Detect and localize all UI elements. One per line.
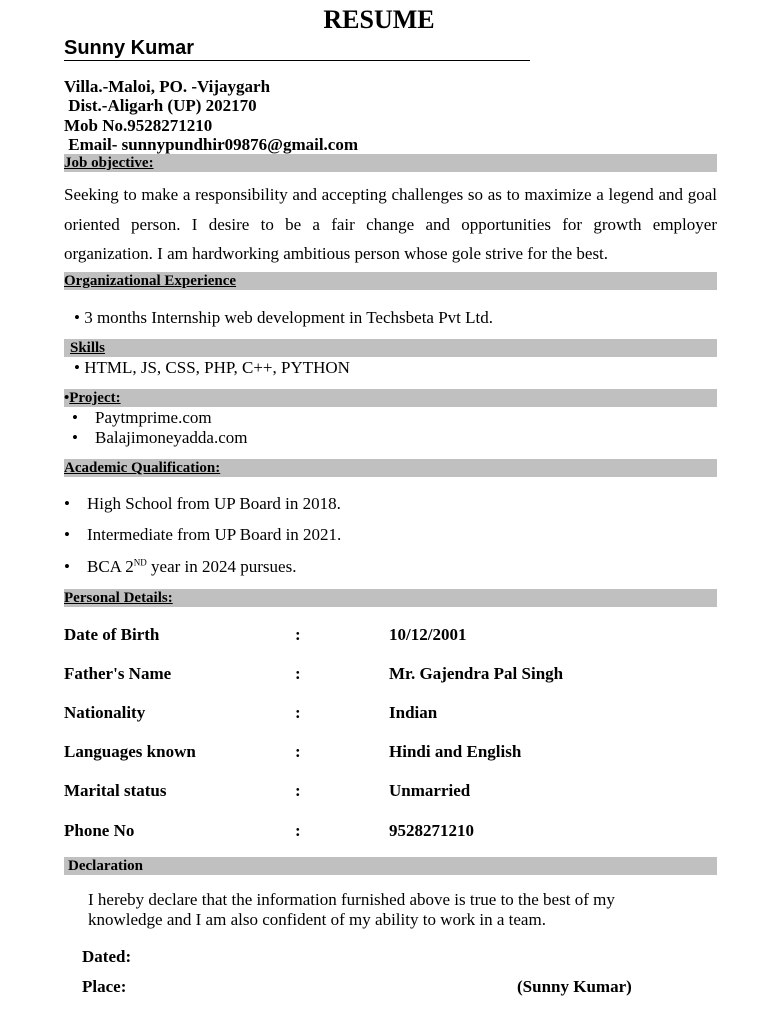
personal-label-marital: Marital status: [64, 781, 167, 800]
personal-colon: :: [295, 742, 301, 761]
personal-value-languages: Hindi and English: [389, 742, 522, 761]
section-band-skills: [64, 339, 717, 357]
heading-skills: Skills: [70, 340, 106, 356]
academic-item: [64, 525, 341, 545]
personal-label-father: Father's Name: [64, 664, 172, 683]
skills-item-text: HTML, JS, CSS, PHP, C++, PYTHON: [84, 358, 350, 377]
academic-item-text: Intermediate from UP Board in 2021.: [87, 525, 342, 544]
bullet-icon: •: [74, 358, 80, 377]
email-address: Email- sunnypundhir09876@gmail.com: [64, 135, 359, 154]
personal-value-marital: Unmarried: [389, 781, 471, 800]
academic-item-text: BCA 2ND year in 2024 pursues.: [87, 557, 297, 576]
personal-colon: :: [295, 664, 301, 683]
personal-value-father: Mr. Gajendra Pal Singh: [389, 664, 564, 683]
job-objective-text: Seeking to make a responsibility and accepting challenges so as to maximize a legend and goal oriented person. I desire to be a fair change and opportunities for growth employer organization. I am hardworking ambitious person whose gole strive for the best.: [64, 185, 717, 263]
bullet-icon: •: [72, 428, 78, 447]
candidate-name: Sunny Kumar: [64, 36, 530, 61]
project-item-text: Paytmprime.com: [95, 408, 212, 427]
personal-colon: :: [295, 821, 301, 840]
heading-declaration: Declaration: [68, 858, 143, 874]
personal-label-languages: Languages known: [64, 742, 196, 761]
address-line-1: Villa.-Maloi, PO. -Vijaygarh: [64, 77, 271, 96]
section-band-declaration: [64, 857, 717, 875]
signature-name: (Sunny Kumar): [517, 977, 632, 996]
bullet-icon: •: [64, 390, 70, 406]
personal-colon: :: [295, 703, 301, 722]
bullet-icon: •: [74, 308, 80, 327]
declaration-text: I hereby declare that the information furnished above is true to the best of my knowledge and I am also confident of my ability to work in a team.: [88, 890, 615, 929]
mobile-number: Mob No.9528271210: [64, 116, 213, 135]
heading-project: [64, 389, 121, 407]
project-item: [72, 428, 247, 448]
section-band-project: [64, 389, 717, 407]
personal-colon: :: [295, 781, 301, 800]
experience-item: [74, 308, 493, 328]
experience-item-text: 3 months Internship web development in Techsbeta Pvt Ltd.: [84, 308, 493, 327]
personal-value-dob: 10/12/2001: [389, 625, 467, 644]
personal-label-nationality: Nationality: [64, 703, 146, 722]
section-band-job-objective: [64, 154, 717, 172]
bullet-icon: •: [72, 408, 78, 427]
skills-item: [74, 358, 350, 378]
place-label: Place:: [82, 977, 127, 996]
project-item-text: Balajimoneyadda.com: [95, 428, 248, 447]
section-band-personal: [64, 589, 717, 607]
personal-colon: :: [295, 625, 301, 644]
resume-title: RESUME: [323, 5, 435, 34]
heading-experience: Organizational Experience: [64, 273, 237, 289]
section-band-experience: [64, 272, 717, 290]
academic-item: [64, 494, 341, 514]
heading-academic: Academic Qualification:: [64, 460, 221, 476]
heading-job-objective: Job objective:: [64, 155, 154, 171]
dated-label: Dated:: [82, 947, 132, 966]
heading-project-label: Project:: [69, 390, 121, 406]
bullet-icon: •: [64, 494, 70, 513]
address-line-2: Dist.-Aligarh (UP) 202170: [64, 96, 257, 115]
project-item: [72, 408, 212, 428]
academic-item-text: High School from UP Board in 2018.: [87, 494, 341, 513]
ordinal-suffix: ND: [133, 557, 147, 568]
section-band-academic: [64, 459, 717, 477]
personal-value-phone: 9528271210: [389, 821, 474, 840]
bullet-icon: •: [64, 557, 70, 576]
personal-value-nationality: Indian: [389, 703, 438, 722]
bullet-icon: •: [64, 525, 70, 544]
heading-personal: Personal Details:: [64, 590, 173, 606]
personal-label-phone: Phone No: [64, 821, 135, 840]
academic-item: [64, 557, 296, 577]
personal-label-dob: Date of Birth: [64, 625, 160, 644]
